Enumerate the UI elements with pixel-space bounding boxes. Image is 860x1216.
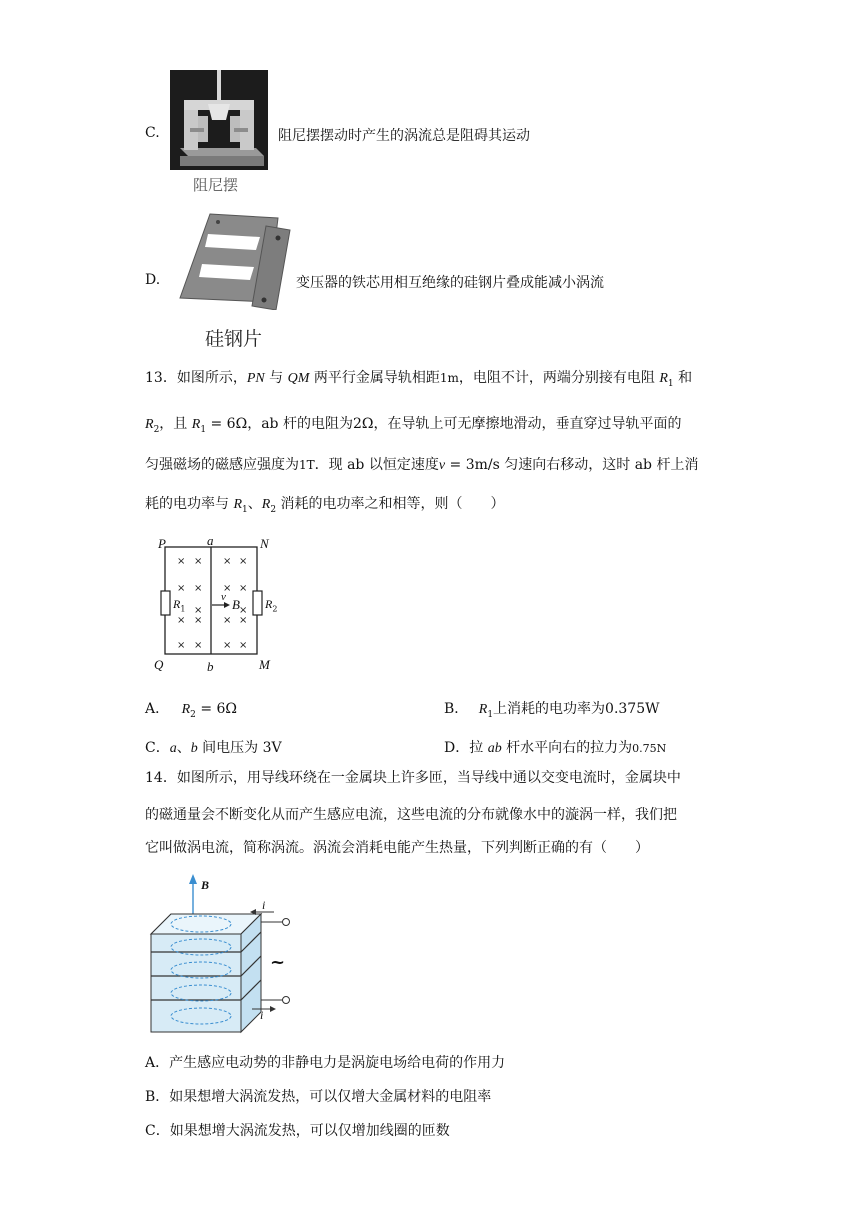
option-c-text: 阻尼摆摆动时产生的涡流总是阻碍其运动 <box>278 128 530 144</box>
svg-text:×: × <box>194 556 203 567</box>
q13-line-3: 匀强磁场的磁感应强度为1T．现 ab 以恒定速度v = 3m/s 匀速向右移动，这时 ab 杆上消 <box>145 457 699 473</box>
svg-text:×: × <box>239 615 248 626</box>
svg-text:×: × <box>223 615 232 626</box>
svg-text:×: × <box>177 640 186 651</box>
option-c <box>0 60 860 200</box>
label-Q: Q <box>154 657 164 672</box>
label-R2: $R_2$ <box>265 597 278 614</box>
svg-text:×: × <box>239 640 248 651</box>
svg-text:×: × <box>223 556 232 567</box>
q14-line-1: 14．如图所示，用导线环绕在一金属块上许多匝，当导线中通以交变电流时，金属块中 <box>145 770 681 786</box>
label-P: P <box>158 536 166 551</box>
q13-option-d: D．拉 ab 杆水平向右的拉力为0.75N <box>444 740 667 756</box>
svg-text:×: × <box>239 583 248 594</box>
q13-option-c: C．a、b 间电压为 3V <box>145 740 282 756</box>
silicon-steel-image <box>172 210 292 310</box>
label-R1: $R_1$ <box>173 597 186 614</box>
label-ac-tilde: ~ <box>270 952 286 973</box>
svg-text:×: × <box>177 556 186 567</box>
option-c-letter: C. <box>145 125 160 141</box>
silicon-steel-caption: 硅钢片 <box>205 328 263 350</box>
label-M: M <box>259 657 270 672</box>
svg-text:×: × <box>177 615 186 626</box>
damping-pendulum-image <box>170 70 268 170</box>
svg-text:×: × <box>194 615 203 626</box>
q14-line-3: 它叫做涡电流，简称涡流。涡流会消耗电能产生热量，下列判断正确的有（ ） <box>145 840 649 856</box>
q13-line-2: $R_2$，且 $R_1 = 6\Omega$，ab 杆的电阻为2Ω，在导轨上可无摩擦地滑动，垂直穿过导轨平面的 <box>145 416 682 435</box>
label-v: v <box>221 591 226 603</box>
label-B: B <box>232 597 240 612</box>
q14-number: 14． <box>145 770 177 786</box>
q14-eddy-current-figure <box>146 872 306 1037</box>
q14-option-b: B．如果想增大涡流发热，可以仅增大金属材料的电阻率 <box>145 1089 492 1105</box>
label-i-bottom: i <box>260 1008 264 1022</box>
svg-text:×: × <box>194 640 203 651</box>
svg-text:×: × <box>177 583 186 594</box>
damping-pendulum-caption: 阻尼摆 <box>193 176 239 194</box>
q13-option-b: B． $R_1$上消耗的电功率为0.375W <box>444 701 660 720</box>
option-d-text: 变压器的铁芯用相互绝缘的硅钢片叠成能减小涡流 <box>296 275 604 291</box>
option-d <box>0 210 860 350</box>
label-b: b <box>207 659 214 674</box>
q13-line-4: 耗的电功率与 $R_1$、$R_2$ 消耗的电功率之和相等，则（ ） <box>145 496 505 515</box>
q14-option-a: A．产生感应电动势的非静电力是涡旋电场给电荷的作用力 <box>145 1055 506 1071</box>
label-a: a <box>207 533 214 548</box>
q13-circuit-figure <box>150 533 290 678</box>
label-N: N <box>260 536 269 551</box>
svg-text:×: × <box>194 583 203 594</box>
label-B-field: B <box>201 878 210 892</box>
q13-option-a: A． $R_2 = 6\Omega$ <box>145 701 238 720</box>
svg-text:×: × <box>239 605 248 616</box>
svg-text:×: × <box>194 605 203 616</box>
svg-text:×: × <box>223 640 232 651</box>
option-d-letter: D. <box>145 272 161 288</box>
label-i-top: i <box>262 898 266 912</box>
svg-text:×: × <box>223 583 232 594</box>
q13-number: 13． <box>145 370 177 386</box>
q14-line-2: 的磁通量会不断变化从而产生感应电流，这些电流的分布就像水中的漩涡一样，我们把 <box>145 807 677 823</box>
q13-line-1: 13．如图所示，PN 与 QM 两平行金属导轨相距1m，电阻不计，两端分别接有电阻 $R_1$ 和 <box>145 370 693 389</box>
q14-option-c: C．如果想增大涡流发热，可以仅增加线圈的匝数 <box>145 1123 450 1139</box>
svg-text:×: × <box>239 556 248 567</box>
